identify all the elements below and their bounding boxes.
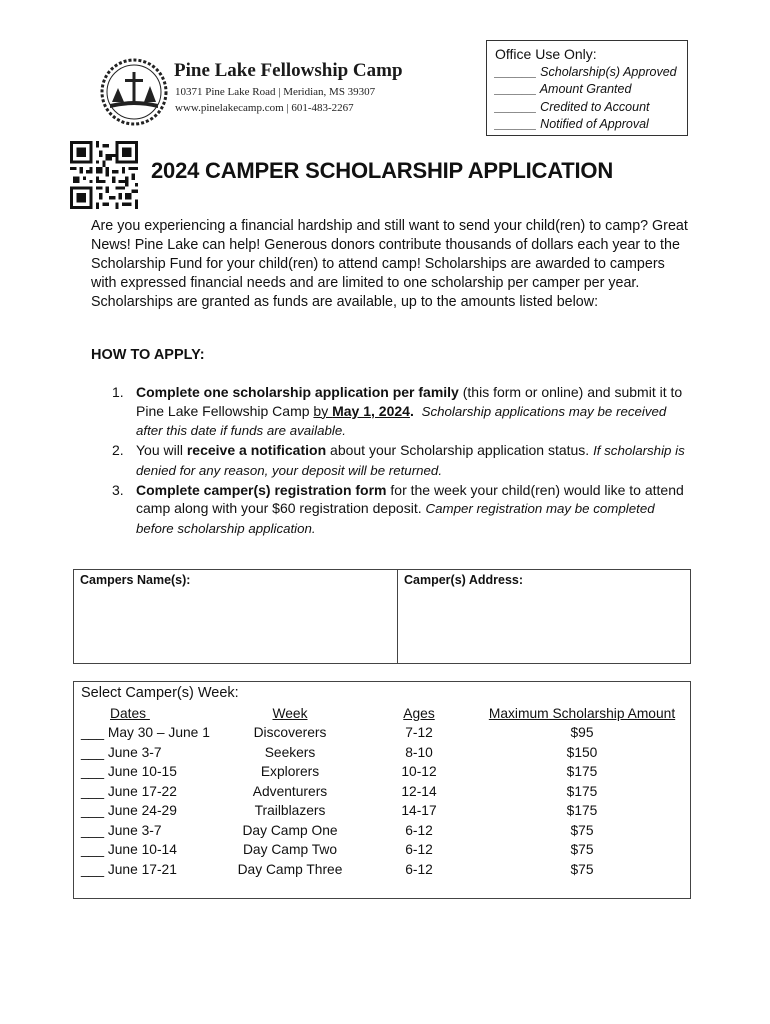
camp-address: 10371 Pine Lake Road | Meridian, MS 39307 (175, 86, 376, 98)
deadline-period: . (409, 402, 414, 419)
step-pre: You will (136, 442, 187, 459)
row-date: ___ June 24-29 (81, 803, 177, 818)
row-amount: $175 (566, 783, 598, 799)
row-amount: $75 (570, 861, 594, 877)
campers-address-label: Camper(s) Address: (404, 573, 524, 587)
step-number: 3. (112, 481, 124, 498)
step-note: If scholarship is denied for any reason, your deposit will be returned. (136, 443, 685, 478)
row-ages: 6-12 (405, 861, 433, 877)
step-bold: receive a notification (186, 442, 327, 459)
row-ages: 10-12 (401, 764, 437, 779)
office-item-notified: ______ Notified of Approval (495, 117, 649, 132)
list-item (112, 481, 692, 539)
header-week: Week (272, 706, 308, 721)
row-date: ___ June 3-7 (81, 744, 162, 760)
header-dates: Dates (110, 706, 150, 721)
step-text: (this form or online) and submit it to Pine Lake Fellowship Camp (136, 384, 683, 419)
header-amount: Maximum Scholarship Amount (488, 706, 676, 721)
table-row[interactable] (74, 725, 690, 745)
row-date: ___ May 30 – June 1 (81, 725, 210, 740)
table-row[interactable] (74, 862, 690, 882)
row-date: ___ June 3-7 (81, 822, 162, 838)
step-deadline (313, 403, 410, 419)
table-row[interactable] (74, 823, 690, 843)
row-ages: 6-12 (405, 842, 433, 857)
row-amount: $95 (570, 725, 594, 740)
camp-contact: www.pinelakecamp.com | 601-483-2267 (175, 102, 354, 114)
step-text: for the week your child(ren) would like to attend camp along with your $60 registration deposit. (136, 481, 684, 517)
step-note: Camper registration may be completed before scholarship application. (136, 501, 655, 536)
week-selection-title: Select Camper(s) Week: (81, 685, 239, 701)
row-amount: $175 (566, 803, 598, 818)
row-week: Trailblazers (254, 803, 326, 818)
qr-code-icon (70, 141, 138, 209)
row-date: ___ June 17-22 (81, 783, 177, 799)
intro-paragraph: Are you experiencing a financial hardship and still want to send your child(ren) to camp? Great News! Pine Lake can help! Generous donors contribute thousands of dollars each year to the Scholarship Fund for your child(ren) to attend camp! Scholarships are awarded to campers with expressed financial needs and are limited to one scholarship per camper per year. Scholarships are granted as funds are available, up to the amounts listed below: (91, 218, 688, 310)
row-week: Day Camp Three (237, 861, 343, 877)
row-ages: 8-10 (405, 744, 433, 760)
campers-address-field[interactable] (398, 570, 690, 663)
table-row[interactable] (74, 764, 690, 784)
row-week: Seekers (264, 744, 316, 760)
office-item-amount: ______ Amount Granted (495, 82, 632, 97)
row-date: ___ June 10-14 (81, 842, 177, 857)
office-item-credited: ______ Credited to Account (495, 99, 650, 114)
campers-name-label: Campers Name(s): (80, 573, 191, 587)
row-ages: 12-14 (401, 783, 437, 799)
week-selection-table (73, 681, 691, 899)
step-bold: Complete one scholarship application per family (136, 384, 459, 400)
row-week: Discoverers (253, 725, 327, 740)
camper-info-table (73, 569, 691, 664)
row-week: Adventurers (252, 783, 328, 799)
table-row[interactable] (74, 745, 690, 765)
row-ages: 6-12 (405, 822, 433, 838)
office-use-box (486, 40, 688, 136)
row-week: Explorers (260, 764, 320, 779)
apply-steps (112, 383, 692, 539)
step-number: 2. (112, 442, 124, 459)
row-ages: 7-12 (405, 725, 433, 740)
table-row[interactable] (74, 784, 690, 804)
camp-name: Pine Lake Fellowship Camp (174, 60, 403, 81)
row-date: ___ June 10-15 (81, 764, 177, 779)
deadline-prefix: by (313, 402, 333, 419)
camp-logo-icon (100, 58, 168, 126)
row-amount: $150 (566, 744, 598, 760)
office-item-approved: ______ Scholarship(s) Approved (495, 65, 677, 79)
step-note: Scholarship applications may be received after this date if funds are available. (136, 403, 667, 439)
row-week: Day Camp Two (242, 842, 338, 857)
office-use-title: Office Use Only: (495, 46, 597, 62)
page-title: 2024 CAMPER SCHOLARSHIP APPLICATION (151, 158, 614, 183)
row-amount: $75 (570, 822, 594, 838)
list-item (112, 441, 692, 480)
deadline-date: May 1, 2024 (332, 402, 410, 419)
table-row[interactable] (74, 842, 690, 862)
step-number: 1. (112, 384, 124, 400)
table-row[interactable] (74, 803, 690, 823)
header-ages: Ages (403, 706, 435, 721)
campers-name-field[interactable] (74, 570, 398, 663)
step-bold: Complete camper(s) registration form (136, 481, 387, 498)
how-to-apply-heading: HOW TO APPLY: (91, 347, 205, 363)
row-week: Day Camp One (242, 822, 338, 838)
row-amount: $75 (570, 842, 594, 857)
list-item (112, 383, 692, 441)
row-ages: 14-17 (401, 803, 437, 818)
row-date: ___ June 17-21 (81, 861, 177, 877)
step-text: about your Scholarship application status. (326, 442, 594, 459)
row-amount: $175 (566, 764, 598, 779)
